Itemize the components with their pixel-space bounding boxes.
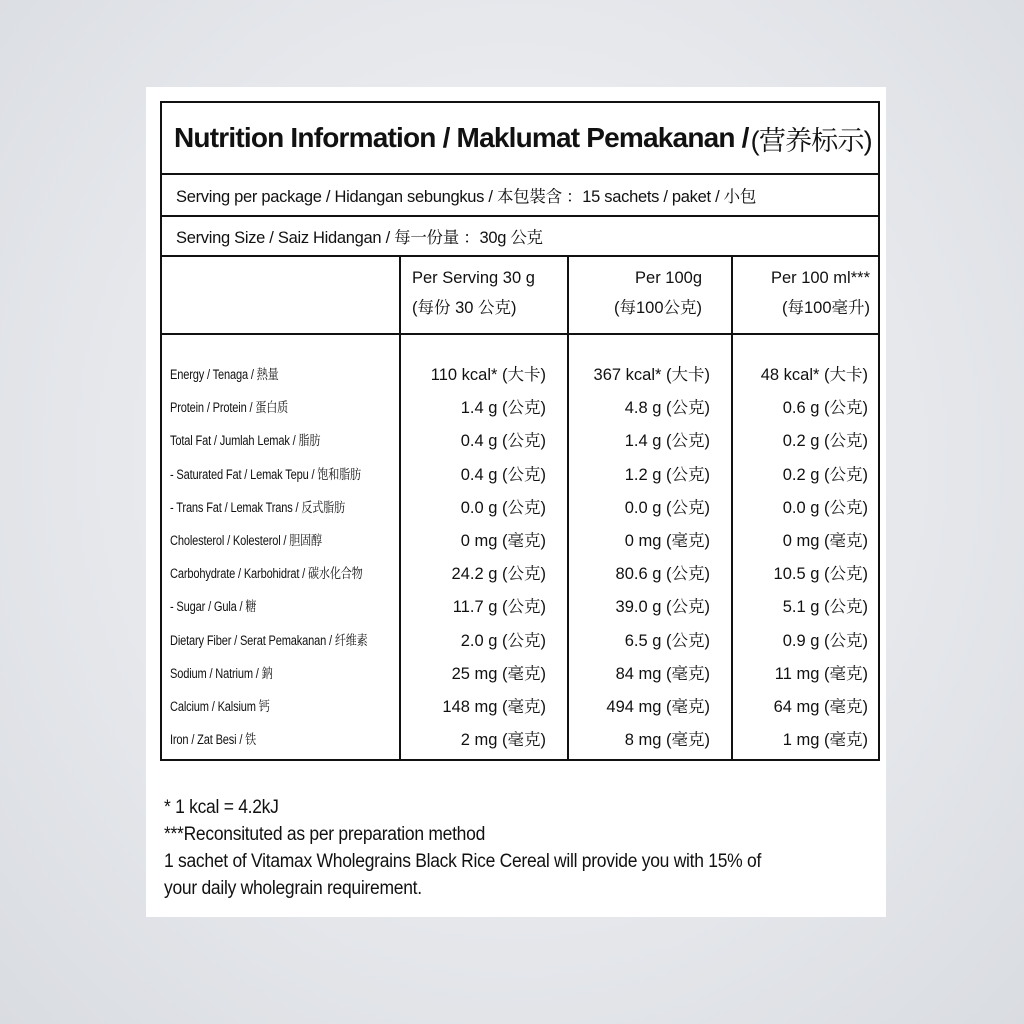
footnote-reconstituted: ***Reconsituted as per preparation method [164,824,486,845]
value-per-100ml: 5.1 g (公克) [782,598,868,617]
title-text: Nutrition Information / Maklumat Pemakanan / [174,122,749,153]
value-per-100g: 80.6 g (公克) [615,565,710,584]
value-per-serving: 0.4 g (公克) [460,432,546,451]
serving-per-package: Serving per package / Hidangan sebungkus / 本包裝含 ：15 sachets / paket / 小包 [162,175,878,217]
value-per-100g: 0.0 g (公克) [624,498,710,517]
value-per-100g: 6.5 g (公克) [624,631,710,650]
value-per-100ml: 0.9 g (公克) [782,631,868,650]
value-per-100g: 1.4 g (公克) [624,432,710,451]
table-title [162,103,878,175]
nutrient-name: Calcium / Kalsium 钙 [170,699,270,714]
value-per-100g: 1.2 g (公克) [624,465,710,484]
column-header-per-100ml: Per 100 ml*** (每100毫升) [770,269,870,317]
nutrient-name: Iron / Zat Besi / 铁 [170,732,257,748]
table-row [162,490,878,523]
table-row [162,689,878,722]
wholegrain-claim-line2: your daily wholegrain requirement. [164,878,422,899]
nutrient-name: - Sugar / Gula / 糖 [170,599,257,615]
serving-size: Serving Size / Saiz Hidangan / 每一份量 ：30g 公克 [162,217,878,257]
value-per-serving: 110 kcal* (大卡) [430,366,546,384]
nutrient-name: Dietary Fiber / Serat Pemakanan / 纤维素 [170,632,368,648]
nutrient-name: Cholesterol / Kolesterol / 胆固醇 [170,533,322,548]
value-per-100ml: 0 mg (毫克) [782,532,868,550]
value-per-100g: 367 kcal* (大卡) [593,366,710,384]
table-row [162,390,878,423]
nutrient-name: - Trans Fat / Lemak Trans / 反式脂肪 [170,499,345,515]
value-per-serving: 0.4 g (公克) [460,465,546,484]
value-per-serving: 2.0 g (公克) [460,631,546,650]
footnotes [164,794,874,902]
value-per-serving: 0 mg (毫克) [460,532,546,550]
nutrient-name: Carbohydrate / Karbohidrat / 碳水化合物 [170,566,363,582]
value-per-serving: 11.7 g (公克) [452,598,546,617]
column-header-per-serving: Per Serving 30 g (每份 30 公克) [412,269,535,317]
title-chinese: (营养标示) [750,125,872,156]
value-per-100g: 494 mg (毫克) [606,698,710,716]
value-per-serving: 2 mg (毫克) [460,731,546,750]
value-per-100ml: 0.6 g (公克) [782,399,868,418]
nutrient-name: Sodium / Natrium / 鈉 [170,665,273,681]
column-header-per-100g: Per 100g (每100公克) [613,269,702,317]
value-per-100ml: 64 mg (毫克) [773,698,868,716]
value-per-100ml: 0.0 g (公克) [782,498,868,517]
value-per-serving: 24.2 g (公克) [451,565,546,584]
wholegrain-claim-line1: 1 sachet of Vitamax Wholegrains Black Rice Cereal will provide you with 15% of [164,851,762,872]
value-per-100g: 4.8 g (公克) [624,399,710,418]
nutrition-card [146,87,886,917]
table-row [162,423,878,456]
value-per-100g: 84 mg (毫克) [615,664,710,683]
table-row [162,357,878,390]
value-per-100ml: 11 mg (毫克) [774,664,868,683]
table-row [162,589,878,622]
table-row [162,656,878,689]
value-per-100g: 0 mg (毫克) [624,532,710,550]
column-headers [162,257,878,335]
nutrient-name: - Saturated Fat / Lemak Tepu / 饱和脂肪 [170,466,361,482]
nutrient-name: Protein / Protein / 蛋白质 [170,400,289,416]
nutrition-table [160,101,880,761]
value-per-serving: 148 mg (毫克) [442,698,546,716]
value-per-100ml: 48 kcal* (大卡) [760,366,868,384]
footnote-kcal: * 1 kcal = 4.2kJ [164,797,279,818]
table-row [162,623,878,656]
table-row [162,722,878,755]
nutrient-name: Total Fat / Jumlah Lemak / 脂肪 [170,433,321,449]
nutrient-name: Energy / Tenaga / 熱量 [170,367,279,382]
value-per-serving: 0.0 g (公克) [460,498,546,517]
value-per-serving: 1.4 g (公克) [460,399,546,418]
value-per-100g: 8 mg (毫克) [624,731,710,750]
value-per-100ml: 0.2 g (公克) [782,432,868,451]
table-row [162,556,878,589]
value-per-100ml: 1 mg (毫克) [782,731,868,750]
table-row [162,523,878,556]
value-per-100g: 39.0 g (公克) [615,598,710,617]
table-row [162,457,878,490]
value-per-100ml: 10.5 g (公克) [773,565,868,584]
value-per-serving: 25 mg (毫克) [451,664,546,683]
value-per-100ml: 0.2 g (公克) [782,465,868,484]
